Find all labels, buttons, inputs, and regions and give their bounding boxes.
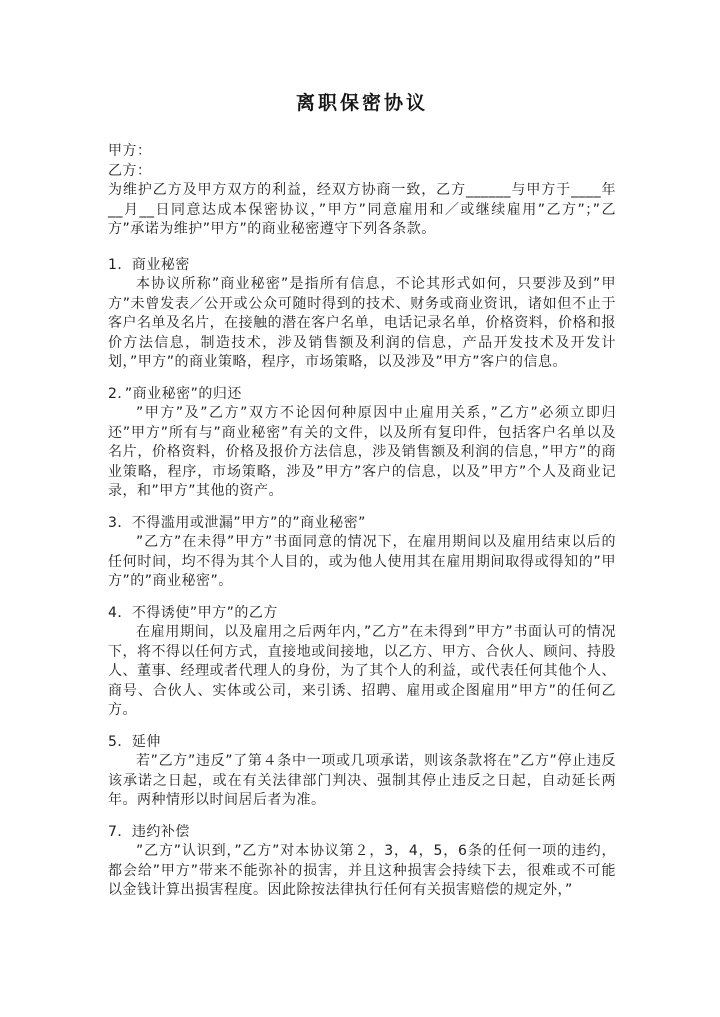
section-4-body: 在雇用期间，以及雇用之后两年内，”乙方”在未得到”甲方”书面认可的情况下，将不得以任何方式，直接地或间接地，以乙方、甲方、合伙人、顾问、持股人、董事、经理或者代理人的身份，为了其个人的利益，或代表任何其他个人、商号、合伙人、实体或公司，来引诱、招聘、雇用或企图雇用”甲方”的任何乙方。 [108,624,616,718]
section-7-breach-compensation [108,823,616,901]
section-3-no-misuse [108,514,616,592]
section-1-heading: 1．商业秘密 [108,256,190,273]
section-7-body: ”乙方”认识到，”乙方”对本协议第２，3，4，5，6条的任何一项的违约，都会给”甲方”带来不能弥补的损害，并且这种损害会持续下去，很难或不可能以金钱计算出损害程度。因此除按法律执行任何有关损害赔偿的规定外，” [108,843,616,898]
section-4-no-solicitation [108,604,616,721]
section-1-body: 本协议所称”商业秘密”是指所有信息，不论其形式如何，只要涉及到”甲方”未曾发表／公开或公众可随时得到的技术、财务或商业资讯，诸如但不止于客户名单及名片，在接触的潜在客户名单，电话记录名单，价格资料，价格和报价方法信息，制造技术，涉及销售额及利润的信息，产品开发技术及开发计划，”甲方”的商业策略，程序，市场策略，以及涉及”甲方”客户的信息。 [108,276,616,370]
section-3-heading: 3．不得滥用或泄漏”甲方”的”商业秘密” [108,514,366,531]
document-title: 离职保密协议 [295,92,428,114]
section-5-heading: 5．延伸 [108,733,161,750]
section-2-return-of-secrets [108,385,616,502]
section-5-body: 若”乙方”违反”了第４条中一项或几项承诺，则该条款将在”乙方”停止违反该承诺之日起，或在有关法律部门判决、强制其停止违反之日起，自动延长两年。两种情形以时间居后者为准。 [108,753,616,808]
section-7-heading: 7．违约补偿 [108,823,190,840]
section-5-extension [108,733,616,811]
section-2-body: ”甲方”及”乙方”双方不论因何种原因中止雇用关系，”乙方”必须立即归还”甲方”所有与”商业秘密”有关的文件，以及所有复印件，包括客户名单以及名片，价格资料，价格及报价方法信息，涉及销售额及利润的信息，”甲方”的商业策略，程序，市场策略，涉及”甲方”客户的信息，以及”甲方”个人及商业记录，和”甲方”其他的资产。 [108,405,616,499]
section-1-business-secret [108,256,616,373]
section-3-body: ”乙方”在未得”甲方”书面同意的情况下，在雇用期间以及雇用结束以后的任何时间，均不得为其个人目的，或为他人使用其在雇用期间取得或得知的”甲方”的”商业秘密”。 [108,534,616,589]
party-a-line: 甲方： [108,143,152,159]
party-b-line: 乙方： [108,162,152,179]
section-4-heading: 4．不得诱使”甲方”的乙方 [108,604,278,621]
intro-block [108,142,616,240]
intro-paragraph: 为维护乙方及甲方双方的利益，经双方协商一致，乙方______与甲方于____年__月__日同意达成本保密协议，”甲方”同意雇用和／或继续雇用”乙方”；”乙方”承诺为维护”甲方”的商业秘密遵守下列各条款。 [108,182,616,237]
section-2-heading: 2．”商业秘密”的归还 [108,385,242,402]
